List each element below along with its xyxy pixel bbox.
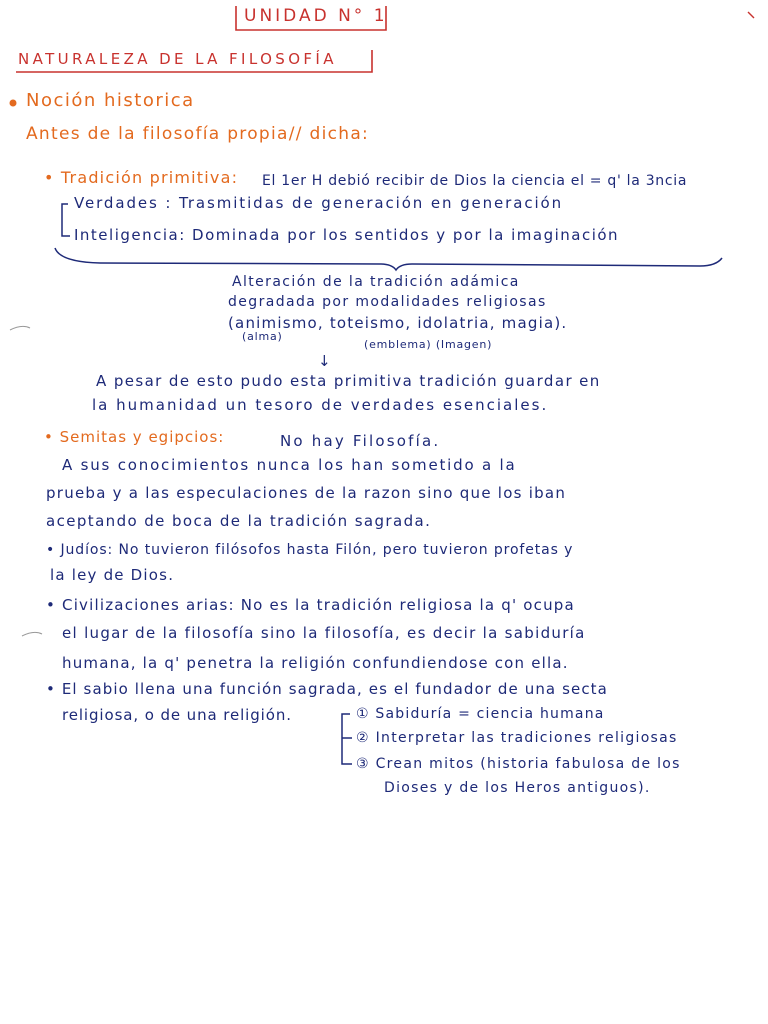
corner-mark: [748, 12, 754, 18]
civ-line-1: • Civilizaciones arias: No es la tradición religiosa la q' ocupa: [46, 596, 575, 614]
item-2: ② Interpretar las tradiciones religiosas: [356, 730, 678, 746]
bullet-dot: [10, 100, 17, 107]
inteligencia-line: Inteligencia: Dominada por los sentidos y por la imaginación: [74, 226, 620, 244]
alteracion-line-3: (animismo, toteismo, idolatria, magia).: [228, 314, 568, 332]
item-3: ③ Crean mitos (historia fabulosa de los: [356, 756, 681, 772]
tradicion-brace: [55, 248, 722, 270]
sabio-line-2: religiosa, o de una religión.: [62, 706, 292, 724]
tradicion-label: • Tradición primitiva:: [44, 168, 239, 187]
item-3-continued: Dioses y de los Heros antiguos).: [384, 780, 651, 796]
sabio-line-1: • El sabio llena una función sagrada, es el fundador de una secta: [46, 680, 608, 698]
semitas-text: No hay Filosofía.: [280, 432, 441, 450]
apesar-line-2: la humanidad un tesoro de verdades esenciales.: [92, 396, 549, 414]
tradicion-text: El 1er H debió recibir de Dios la ciencia el = q' la 3ncia: [262, 173, 688, 189]
heading-antes: Antes de la filosofía propia// dicha:: [26, 124, 370, 144]
civ-line-2: el lugar de la filosofía sino la filosofía, es decir la sabiduría: [62, 624, 586, 642]
heading-nocion: Noción historica: [26, 90, 195, 111]
note-alma: (alma): [242, 330, 283, 343]
judios-line-1: • Judíos: No tuvieron filósofos hasta Filón, pero tuvieron profetas y: [46, 542, 574, 558]
judios-line-2: la ley de Dios.: [50, 566, 175, 584]
margin-mark-2: [22, 632, 42, 636]
sus-line-2: prueba y a las especulaciones de la razon sino que los iban: [46, 484, 567, 502]
alteracion-line-2: degradada por modalidades religiosas: [228, 294, 547, 310]
apesar-line-1: A pesar de esto pudo esta primitiva tradición guardar en: [96, 372, 601, 390]
civ-line-3: humana, la q' penetra la religión confundiendose con ella.: [62, 654, 569, 672]
unit-title: UNIDAD N° 1: [244, 6, 388, 26]
note-emblema-imagen: (emblema) (Imagen): [364, 338, 493, 351]
sus-line-1: A sus conocimientos nunca los han sometido a la: [62, 456, 517, 474]
semitas-label: • Semitas y egipcios:: [44, 428, 225, 446]
margin-mark-1: [10, 326, 30, 330]
section-title: NATURALEZA DE LA FILOSOFÍA: [18, 50, 337, 68]
alteracion-line-1: Alteración de la tradición adámica: [232, 274, 520, 290]
verdades-bracket: [62, 204, 70, 236]
sus-line-3: aceptando de boca de la tradición sagrada.: [46, 512, 432, 530]
verdades-line: Verdades : Trasmitidas de generación en generación: [74, 194, 564, 212]
arrow-down-icon: ↓: [318, 352, 332, 370]
item-1: ① Sabiduría = ciencia humana: [356, 706, 605, 722]
items-bracket: [342, 714, 352, 764]
